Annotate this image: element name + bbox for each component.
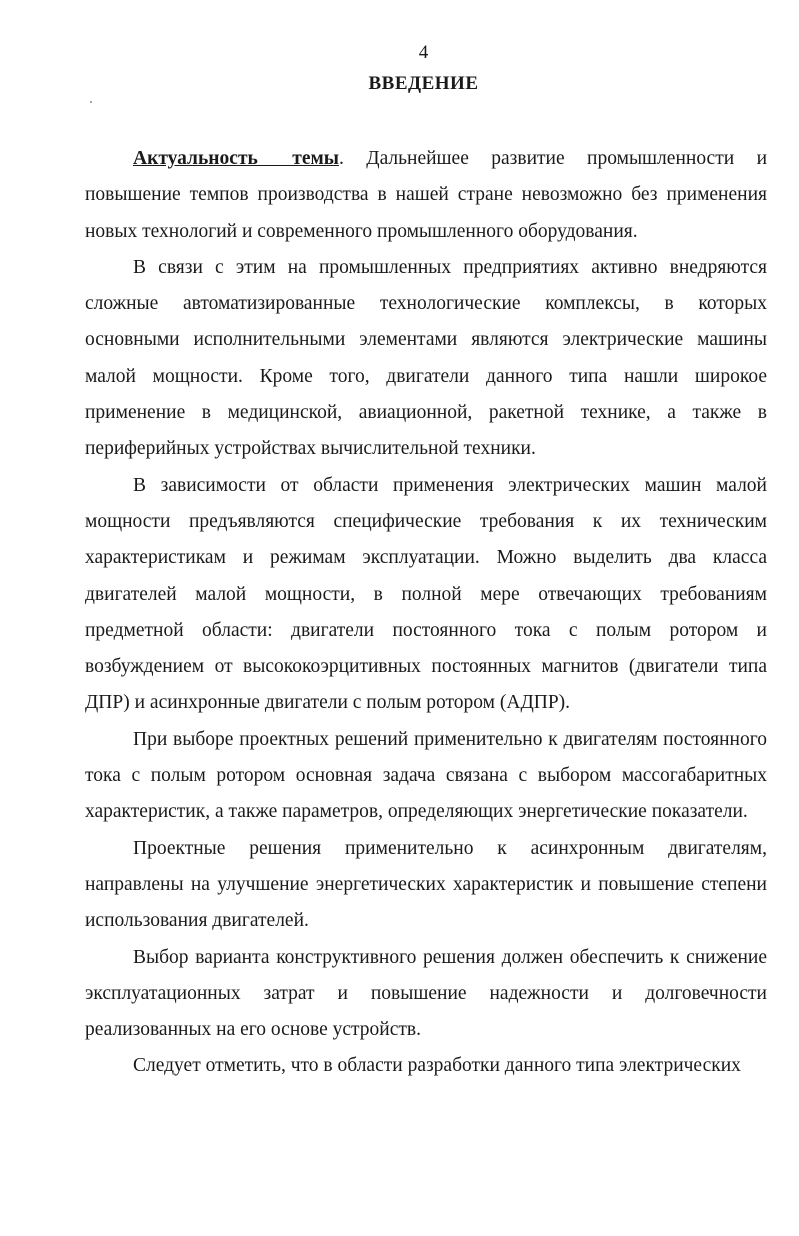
scan-speck — [90, 101, 92, 103]
body-text — [85, 141, 767, 1085]
paragraph: В зависимости от области применения электрических машин малой мощности предъявляются специфические требования к их техническим характеристикам и режимам эксплуатации. Можно выделить два класса двигателей малой мощности, в полной мере отвечающих требованиям предметной области: двигатели постоянного тока с полым ротором и возбуждением от высококоэрцитивных постоянных магнитов (двигатели типа ДПР) и асинхронные двигатели с полым ротором (АДПР). — [85, 474, 767, 714]
paragraph: При выборе проектных решений применительно к двигателям постоянного тока с полым ротором основная задача связана с выбором массогабаритных характеристик, а также параметров, определяющих энергетические показатели. — [85, 728, 767, 823]
paragraph-relevance — [85, 141, 767, 250]
topic-relevance-label: Актуальность темы — [133, 148, 339, 169]
page-number: 4 — [418, 42, 429, 63]
paragraph: Выбор варианта конструктивного решения должен обеспечить к снижение эксплуатационных затрат и повышение надежности и долговечности реализованных на его основе устройств. — [85, 946, 767, 1041]
paragraph-text: . Дальнейшее развитие промышленности и повышение темпов производства в нашей стране невозможно без применения новых технологий и современного промышленного оборудования. — [85, 148, 767, 242]
paragraph: Следует отметить, что в области разработки данного типа электрических — [133, 1055, 741, 1077]
section-title: ВВЕДЕНИЕ — [368, 73, 479, 94]
paragraph: В связи с этим на промышленных предприятиях активно внедряются сложные автоматизированные технологические комплексы, в которых основными исполнительными элементами являются электрические машины малой мощности. Кроме того, двигатели данного типа нашли широкое применение в медицинской, авиационной, ракетной технике, а также в периферийных устройствах вычислительной техники. — [85, 256, 767, 460]
paragraph: Проектные решения применительно к асинхронным двигателям, направлены на улучшение энергетических характеристик и повышение степени использования двигателей. — [85, 837, 767, 932]
